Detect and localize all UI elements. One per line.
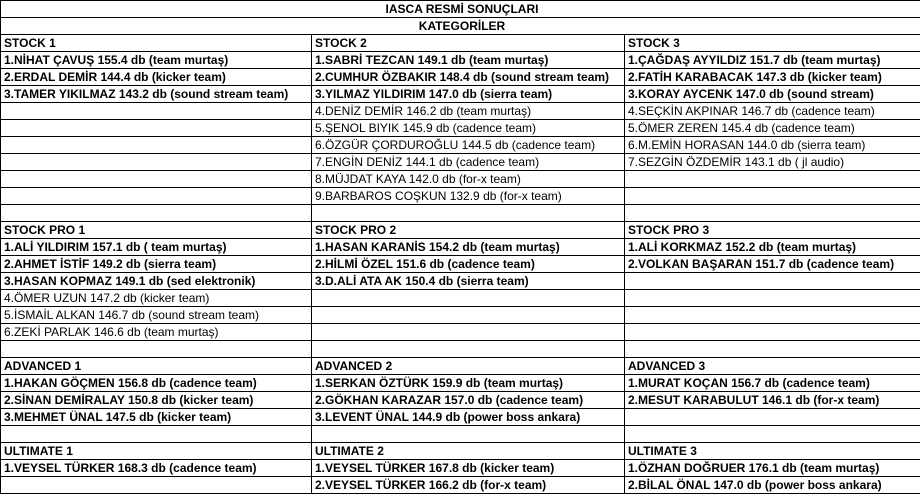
result-entry: 1.ALİ KORKMAZ 152.2 db (team murtaş) <box>625 239 920 256</box>
result-entry: 8.MÜJDAT KAYA 142.0 db (for-x team) <box>312 171 625 188</box>
result-entry: 6.M.EMİN HORASAN 144.0 db (sierra team) <box>625 137 920 154</box>
result-entry: 5.ŞENOL BIYIK 145.9 db (cadence team) <box>312 120 625 137</box>
category-header: STOCK PRO 1 <box>1 222 312 239</box>
result-row <box>1 460 920 477</box>
category-header: STOCK 1 <box>1 35 312 52</box>
result-entry: 3.LEVENT ÜNAL 144.9 db (power boss ankara) <box>312 409 625 426</box>
sheet-subtitle: KATEGORİLER <box>1 18 920 35</box>
category-header: STOCK PRO 2 <box>312 222 625 239</box>
category-header: ULTIMATE 2 <box>312 443 625 460</box>
result-entry: 1.ÇAĞDAŞ AYYILDIZ 151.7 db (team murtaş) <box>625 52 920 69</box>
result-row <box>1 375 920 392</box>
empty-cell <box>625 171 920 188</box>
empty-cell <box>625 273 920 290</box>
empty-cell <box>1 171 312 188</box>
empty-cell <box>625 426 920 443</box>
result-row <box>1 86 920 103</box>
result-row <box>1 477 920 494</box>
result-row <box>1 120 920 137</box>
empty-cell <box>625 341 920 358</box>
empty-cell <box>625 324 920 341</box>
empty-cell <box>1 341 312 358</box>
result-row <box>1 171 920 188</box>
empty-cell <box>625 188 920 205</box>
result-entry: 1.HASAN KARANİS 154.2 db (team murtaş) <box>312 239 625 256</box>
empty-cell <box>1 154 312 171</box>
empty-cell <box>312 307 625 324</box>
empty-cell <box>625 205 920 222</box>
result-entry: 3.MEHMET ÜNAL 147.5 db (kicker team) <box>1 409 312 426</box>
category-header: ULTIMATE 1 <box>1 443 312 460</box>
sheet-title: IASCA RESMİ SONUÇLARI <box>1 1 920 18</box>
result-entry: 4.ÖMER UZUN 147.2 db (kicker team) <box>1 290 312 307</box>
result-entry: 2.MESUT KARABULUT 146.1 db (for-x team) <box>625 392 920 409</box>
result-row <box>1 239 920 256</box>
category-header: STOCK 2 <box>312 35 625 52</box>
empty-cell <box>1 120 312 137</box>
result-entry: 5.ÖMER ZEREN 145.4 db (cadence team) <box>625 120 920 137</box>
empty-cell <box>312 426 625 443</box>
result-row <box>1 392 920 409</box>
result-entry: 3.KORAY AYCENK 147.0 db (sound stream) <box>625 86 920 103</box>
result-entry: 5.İSMAİL ALKAN 146.7 db (sound stream team) <box>1 307 312 324</box>
result-entry: 3.TAMER YIKILMAZ 143.2 db (sound stream team) <box>1 86 312 103</box>
result-entry: 2.ERDAL DEMİR 144.4 db (kicker team) <box>1 69 312 86</box>
empty-cell <box>312 341 625 358</box>
result-entry: 2.FATİH KARABACAK 147.3 db (kicker team) <box>625 69 920 86</box>
category-header-row <box>1 443 920 460</box>
result-row <box>1 307 920 324</box>
result-entry: 1.SABRİ TEZCAN 149.1 db (team murtaş) <box>312 52 625 69</box>
result-entry: 2.SİNAN DEMİRALAY 150.8 db (kicker team) <box>1 392 312 409</box>
result-entry: 4.DENİZ DEMİR 146.2 db (team murtaş) <box>312 103 625 120</box>
result-entry: 2.CUMHUR ÖZBAKIR 148.4 db (sound stream team) <box>312 69 625 86</box>
result-row <box>1 324 920 341</box>
empty-cell <box>1 205 312 222</box>
result-entry: 2.GÖKHAN KARAZAR 157.0 db (cadence team) <box>312 392 625 409</box>
result-entry: 1.ÖZHAN DOĞRUER 176.1 db (team murtaş) <box>625 460 920 477</box>
empty-cell <box>1 137 312 154</box>
result-entry: 1.HAKAN GÖÇMEN 156.8 db (cadence team) <box>1 375 312 392</box>
result-entry: 6.ZEKİ PARLAK 146.6 db (team murtaş) <box>1 324 312 341</box>
result-row <box>1 256 920 273</box>
category-header: ADVANCED 1 <box>1 358 312 375</box>
empty-cell <box>1 103 312 120</box>
result-entry: 2.VEYSEL TÜRKER 166.2 db (for-x team) <box>312 477 625 494</box>
category-header: ADVANCED 2 <box>312 358 625 375</box>
result-entry: 3.YILMAZ YILDIRIM 147.0 db (sierra team) <box>312 86 625 103</box>
result-row <box>1 154 920 171</box>
empty-cell <box>312 324 625 341</box>
subtitle-row <box>1 18 920 35</box>
result-entry: 2.AHMET İSTİF 149.2 db (sierra team) <box>1 256 312 273</box>
category-header-row <box>1 358 920 375</box>
result-entry: 4.SEÇKİN AKPINAR 146.7 db (cadence team) <box>625 103 920 120</box>
category-header-row <box>1 222 920 239</box>
result-row <box>1 69 920 86</box>
result-entry: 1.VEYSEL TÜRKER 168.3 db (cadence team) <box>1 460 312 477</box>
result-entry: 7.SEZGİN ÖZDEMİR 143.1 db ( jl audio) <box>625 154 920 171</box>
result-entry: 6.ÖZGÜR ÇORDUROĞLU 144.5 db (cadence team) <box>312 137 625 154</box>
result-entry: 1.MURAT KOÇAN 156.7 db (cadence team) <box>625 375 920 392</box>
category-header: ADVANCED 3 <box>625 358 920 375</box>
result-row <box>1 188 920 205</box>
result-row <box>1 409 920 426</box>
result-entry: 1.SERKAN ÖZTÜRK 159.9 db (team murtaş) <box>312 375 625 392</box>
empty-cell <box>312 205 625 222</box>
result-entry: 3.HASAN KOPMAZ 149.1 db (sed elektronik) <box>1 273 312 290</box>
result-entry: 2.BİLAL ÖNAL 147.0 db (power boss ankara) <box>625 477 920 494</box>
category-header-row <box>1 35 920 52</box>
result-row <box>1 103 920 120</box>
result-entry: 7.ENGİN DENİZ 144.1 db (cadence team) <box>312 154 625 171</box>
result-row <box>1 290 920 307</box>
result-entry: 2.HİLMİ ÖZEL 151.6 db (cadence team) <box>312 256 625 273</box>
result-row <box>1 137 920 154</box>
spacer-row <box>1 205 920 222</box>
empty-cell <box>1 477 312 494</box>
result-row <box>1 52 920 69</box>
title-row <box>1 1 920 18</box>
category-header: STOCK PRO 3 <box>625 222 920 239</box>
result-row <box>1 273 920 290</box>
result-entry: 2.VOLKAN BAŞARAN 151.7 db (cadence team) <box>625 256 920 273</box>
result-entry: 1.NİHAT ÇAVUŞ 155.4 db (team murtaş) <box>1 52 312 69</box>
empty-cell <box>625 307 920 324</box>
result-entry: 9.BARBAROS COŞKUN 132.9 db (for-x team) <box>312 188 625 205</box>
result-entry: 1.ALİ YILDIRIM 157.1 db ( team murtaş) <box>1 239 312 256</box>
results-body <box>1 1 920 494</box>
empty-cell <box>312 290 625 307</box>
empty-cell <box>625 409 920 426</box>
spacer-row <box>1 341 920 358</box>
category-header: STOCK 3 <box>625 35 920 52</box>
result-entry: 1.VEYSEL TÜRKER 167.8 db (kicker team) <box>312 460 625 477</box>
category-header: ULTIMATE 3 <box>625 443 920 460</box>
spacer-row <box>1 426 920 443</box>
empty-cell <box>1 188 312 205</box>
empty-cell <box>1 426 312 443</box>
empty-cell <box>625 290 920 307</box>
result-entry: 3.D.ALİ ATA AK 150.4 db (sierra team) <box>312 273 625 290</box>
